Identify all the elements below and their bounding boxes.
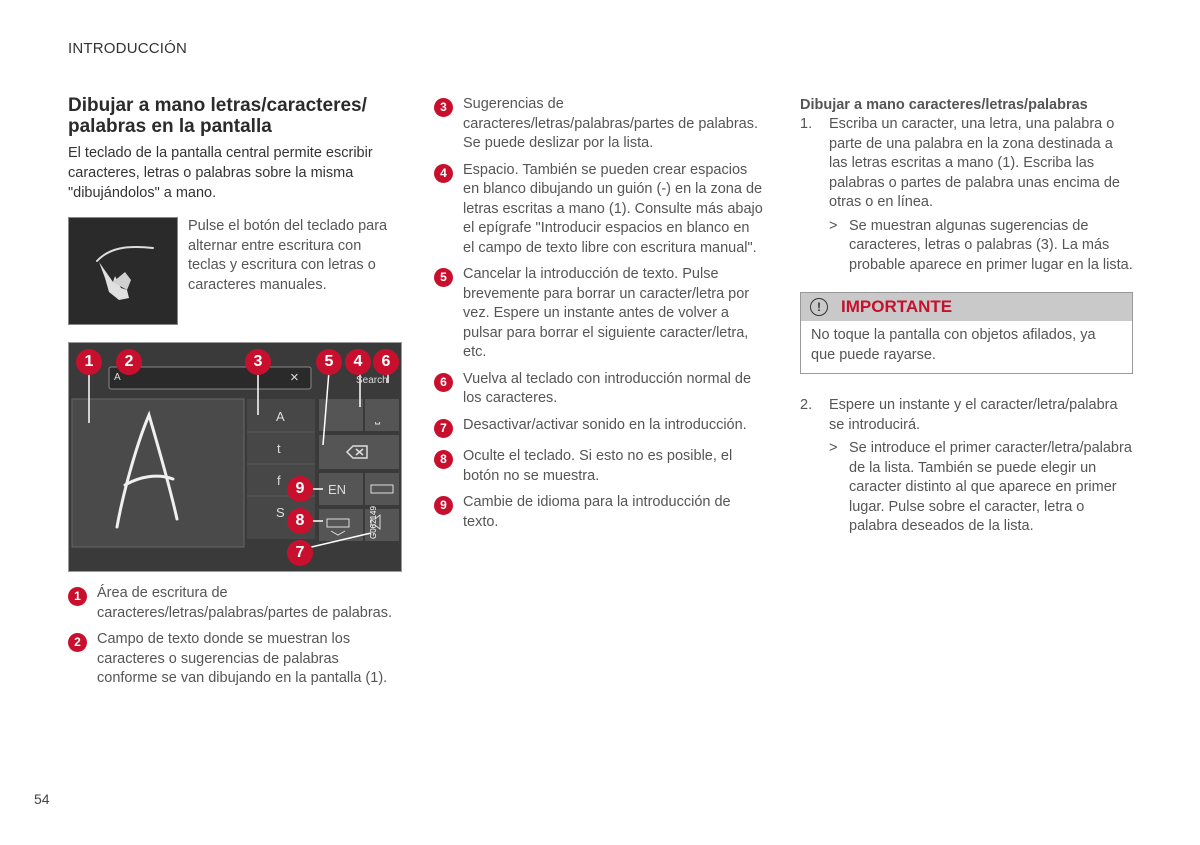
callout-marker: 4	[345, 349, 371, 375]
callout-marker: 5	[316, 349, 342, 375]
important-text: No toque la pantalla con objetos afilados, ya que puede rayarse.	[811, 327, 1096, 363]
text-field-clear-icon: ×	[290, 369, 299, 386]
legend-item	[434, 370, 764, 409]
legend-text: Espacio. También se pueden crear espacios en blanco dibujando un guión (-) en la zona de letras escritas a mano (1). Consulte más abajo el epígrafe "Introducir espacios en blanco en el campo de texto libre con escritura manual".	[463, 161, 763, 256]
right-column	[800, 95, 1133, 537]
steps-list	[800, 396, 1133, 537]
legend-number: 9	[434, 496, 453, 515]
step-text: Escriba un caracter, una letra, una palabra o parte de una palabra en la zona destinada a las letras escritas a mano (1). Escriba las palabras o partes de palabra unas encima de otras o en línea.	[829, 116, 1120, 210]
intro-paragraph: El teclado de la pantalla central permite escribir caracteres, letras o palabras sobre la misma "dibujándolos" a mano.	[68, 145, 373, 201]
legend-number: 6	[434, 373, 453, 392]
legend-number: 4	[434, 164, 453, 183]
page-number: 54	[34, 791, 50, 807]
important-box	[800, 292, 1133, 374]
warning-icon: !	[810, 298, 828, 316]
callout-marker: 3	[245, 349, 271, 375]
result-text: Se muestran algunas sugerencias de caracteres, letras o palabras (3). La más probable aparece en primer lugar en la lista.	[849, 217, 1133, 273]
callout-marker: 8	[287, 508, 313, 534]
legend-number: 7	[434, 419, 453, 438]
image-code: G062149	[369, 506, 378, 539]
steps-list	[800, 115, 1133, 275]
legend-list-left	[68, 584, 403, 696]
legend-text: Vuelva al teclado con introducción normal de los caracteres.	[463, 370, 752, 406]
important-title: IMPORTANTE	[841, 297, 953, 316]
legend-item	[434, 95, 764, 154]
search-key-label: Search	[356, 375, 388, 386]
middle-column	[434, 95, 764, 539]
callout-marker: 6	[373, 349, 399, 375]
legend-text: Campo de texto donde se muestran los caracteres o sugerencias de palabras conforme se van dibujando en la pantalla (1).	[97, 631, 388, 686]
callout-marker: 9	[287, 476, 313, 502]
callout-marker: 1	[76, 349, 102, 375]
handwriting-button-illustration	[68, 217, 178, 325]
legend-item	[434, 161, 764, 259]
result-arrow: >	[829, 440, 838, 456]
keyboard-toggle-text: Pulse el botón del teclado para alternar entre escritura con teclas y escritura con letras o caracteres manuales.	[188, 218, 388, 293]
legend-item	[68, 584, 403, 623]
language-key-label: EN	[328, 482, 347, 497]
legend-number: 1	[68, 587, 87, 606]
result-text: Se introduce el primer caracter/letra/palabra de la lista. También se puede elegir un caracter distinto al que aparece en primer lugar. Pulse sobre el caracter, letra o palabra deseados de la lista.	[849, 440, 1132, 534]
step-text: Espere un instante y el caracter/letra/palabra se introducirá.	[829, 397, 1118, 433]
legend-item	[434, 416, 764, 436]
callout-marker: 7	[287, 540, 313, 566]
step-item	[800, 396, 1133, 537]
legend-text: Cancelar la introducción de texto. Pulse brevemente para borrar un caracter/letra por vez. Espere un instante antes de volver a pulsar para borrar el siguiente caracter/letra, etc.	[463, 266, 750, 360]
suggestion-item: t	[277, 441, 281, 456]
legend-number: 8	[434, 450, 453, 469]
suggestion-item: S	[276, 505, 285, 520]
legend-item	[434, 265, 764, 363]
step-number: 1.	[800, 116, 813, 132]
legend-text: Sugerencias de caracteres/letras/palabras/partes de palabras. Se puede deslizar por la lista.	[463, 96, 758, 151]
callout-marker: 2	[116, 349, 142, 375]
suggestion-item: f	[277, 473, 281, 488]
step-number: 2.	[800, 397, 813, 413]
text-field-value: A	[114, 372, 121, 383]
step-result	[829, 439, 1133, 537]
legend-item	[434, 447, 764, 486]
hand-drawing-icon	[69, 218, 177, 324]
legend-number: 3	[434, 98, 453, 117]
legend-number: 5	[434, 268, 453, 287]
result-arrow: >	[829, 217, 838, 234]
legend-item	[434, 493, 764, 532]
step-item	[800, 115, 1133, 275]
legend-text: Oculte el teclado. Si esto no es posible, el botón no se muestra.	[463, 448, 733, 484]
keyboard-toggle-note	[68, 217, 403, 329]
space-key-label: ⎵	[375, 409, 381, 424]
running-header: INTRODUCCIÓN	[68, 40, 188, 57]
legend-text: Desactivar/activar sonido en la introducción.	[463, 416, 747, 433]
handwriting-screen-illustration	[68, 342, 402, 572]
legend-text: Cambie de idioma para la introducción de texto.	[463, 494, 731, 530]
legend-item	[68, 630, 403, 689]
important-header	[801, 293, 1132, 321]
legend-list-middle	[434, 95, 764, 532]
section-title: Dibujar a mano letras/caracteres/ palabras en la pantalla	[68, 95, 367, 137]
legend-text: Área de escritura de caracteres/letras/palabras/partes de palabras.	[97, 585, 392, 621]
left-column	[68, 95, 403, 686]
subsection-title: Dibujar a mano caracteres/letras/palabras	[800, 97, 1088, 113]
legend-number: 2	[68, 633, 87, 652]
suggestion-item: A	[276, 409, 285, 424]
step-result	[829, 217, 1133, 276]
